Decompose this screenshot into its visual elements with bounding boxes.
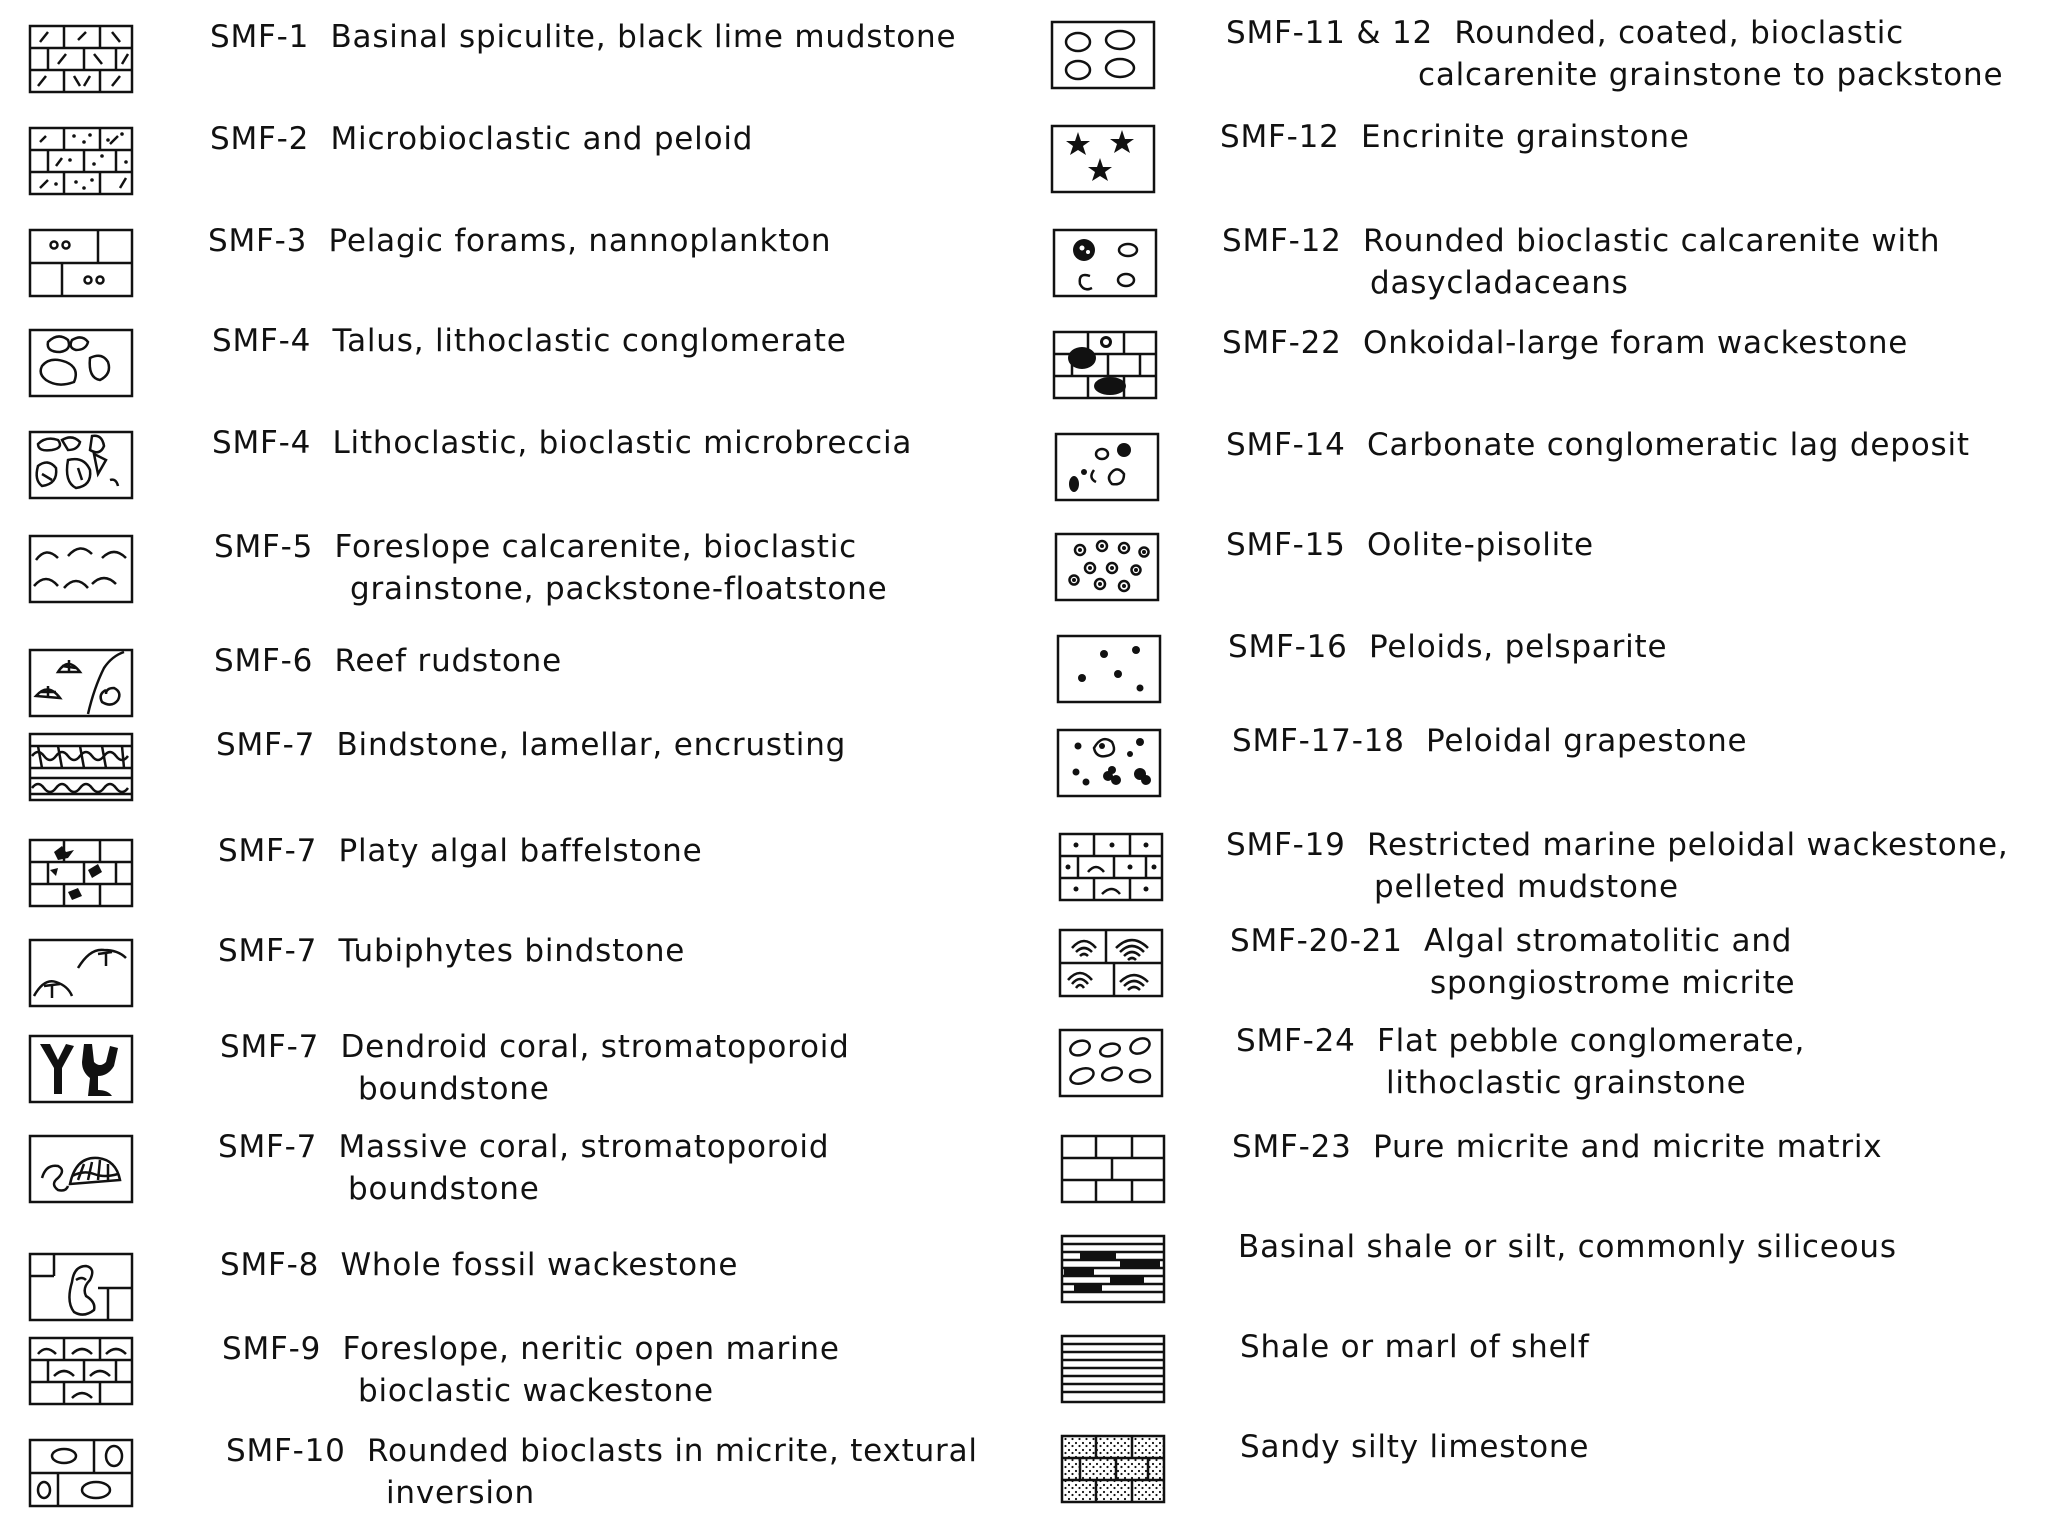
algal-baffle-icon <box>28 838 134 908</box>
smf-code: SMF-4 <box>212 425 312 461</box>
encrinite-star-icon <box>1050 124 1156 194</box>
reef-rudstone-icon <box>28 648 134 718</box>
facies-description: Platy algal baffelstone <box>338 833 703 869</box>
facies-description: Lithoclastic, bioclastic microbreccia <box>332 425 913 461</box>
pelagic-forams-icon <box>28 228 134 298</box>
basinal-shale-icon <box>1060 1234 1166 1304</box>
facies-description: Dendroid coral, stromatoporoid <box>340 1029 850 1065</box>
whole-fossil-icon <box>28 1252 134 1322</box>
spiculite-brick-icon <box>28 24 134 94</box>
smf-code: SMF-7 <box>218 933 318 969</box>
facies-description: Rounded bioclasts in micrite, textural <box>367 1433 978 1469</box>
facies-description-line2: dasycladaceans <box>1370 265 1629 301</box>
facies-description-line2: lithoclastic grainstone <box>1386 1065 1747 1101</box>
microbioclastic-brick-icon <box>28 126 134 196</box>
bioclastic-wackestone-icon <box>28 1336 134 1406</box>
foreslope-arcs-icon <box>28 534 134 604</box>
facies-description: Rounded, coated, bioclastic <box>1454 15 1904 51</box>
facies-description: Carbonate conglomeratic lag deposit <box>1367 427 1970 463</box>
smf-code: SMF-15 <box>1226 527 1346 563</box>
stromatolite-icon <box>1058 928 1164 998</box>
talus-conglomerate-icon <box>28 328 134 398</box>
facies-description: Pelagic forams, nannoplankton <box>328 223 832 259</box>
microbreccia-icon <box>28 430 134 500</box>
dendroid-coral-icon <box>28 1034 134 1104</box>
facies-description: Restricted marine peloidal wackestone, <box>1367 827 2009 863</box>
facies-description: Reef rudstone <box>334 643 563 679</box>
smf-code: SMF-7 <box>218 833 318 869</box>
facies-description: Massive coral, stromatoporoid <box>338 1129 830 1165</box>
smf-code: SMF-10 <box>226 1433 346 1469</box>
facies-description: Basinal shale or silt, commonly siliceous <box>1238 1229 1897 1265</box>
grapestone-icon <box>1056 728 1162 798</box>
oolite-icon <box>1054 532 1160 602</box>
smf-code: SMF-3 <box>208 223 308 259</box>
facies-description-line2: spongiostrome micrite <box>1430 965 1796 1001</box>
facies-description: Basinal spiculite, black lime mudstone <box>330 19 957 55</box>
facies-description: Encrinite grainstone <box>1361 119 1690 155</box>
smf-code: SMF-7 <box>220 1029 320 1065</box>
facies-description: Talus, lithoclastic conglomerate <box>332 323 847 359</box>
smf-code: SMF-6 <box>214 643 314 679</box>
smf-code: SMF-9 <box>222 1331 322 1367</box>
facies-description: Peloidal grapestone <box>1426 723 1748 759</box>
pure-micrite-brick-icon <box>1060 1134 1166 1204</box>
smf-code: SMF-22 <box>1222 325 1342 361</box>
facies-description: Peloids, pelsparite <box>1369 629 1668 665</box>
smf-code: SMF-12 <box>1222 223 1342 259</box>
facies-description: Shale or marl of shelf <box>1240 1329 1590 1365</box>
smf-code: SMF-16 <box>1228 629 1348 665</box>
massive-coral-icon <box>28 1134 134 1204</box>
smf-code: SMF-11 & 12 <box>1226 15 1434 51</box>
shelf-shale-icon <box>1060 1334 1166 1404</box>
dasycladacean-icon <box>1052 228 1158 298</box>
smf-code: SMF-14 <box>1226 427 1346 463</box>
facies-description: Foreslope, neritic open marine <box>342 1331 840 1367</box>
peloid-dots-icon <box>1056 634 1162 704</box>
facies-description: Flat pebble conglomerate, <box>1377 1023 1806 1059</box>
smf-code: SMF-7 <box>218 1129 318 1165</box>
facies-description: Onkoidal-large foram wackestone <box>1363 325 1909 361</box>
smf-code: SMF-4 <box>212 323 312 359</box>
facies-description: Bindstone, lamellar, encrusting <box>336 727 847 763</box>
smf-code: SMF-5 <box>214 529 314 565</box>
facies-description: Whole fossil wackestone <box>340 1247 739 1283</box>
smf-code: SMF-12 <box>1220 119 1340 155</box>
facies-description: Tubiphytes bindstone <box>338 933 686 969</box>
sandy-limestone-icon <box>1060 1434 1166 1504</box>
flat-pebble-icon <box>1058 1028 1164 1098</box>
peloidal-wackestone-icon <box>1058 832 1164 902</box>
smf-code: SMF-8 <box>220 1247 320 1283</box>
facies-description-line2: bioclastic wackestone <box>358 1373 714 1409</box>
rounded-bioclasts-icon <box>28 1438 134 1508</box>
smf-code: SMF-2 <box>210 121 310 157</box>
smf-code: SMF-19 <box>1226 827 1346 863</box>
facies-description-line2: inversion <box>386 1475 536 1511</box>
smf-code: SMF-23 <box>1232 1129 1352 1165</box>
facies-description: Sandy silty limestone <box>1240 1429 1590 1465</box>
smf-code: SMF-20-21 <box>1230 923 1403 959</box>
facies-description: Rounded bioclastic calcarenite with <box>1363 223 1941 259</box>
coated-grains-icon <box>1050 20 1156 90</box>
facies-description: Microbioclastic and peloid <box>330 121 754 157</box>
facies-description-line2: boundstone <box>358 1071 550 1107</box>
smf-code: SMF-7 <box>216 727 316 763</box>
bindstone-lamellar-icon <box>28 732 134 802</box>
facies-description: Oolite-pisolite <box>1367 527 1594 563</box>
facies-description: Pure micrite and micrite matrix <box>1373 1129 1883 1165</box>
facies-description-line2: pelleted mudstone <box>1374 869 1679 905</box>
facies-description: Foreslope calcarenite, bioclastic <box>334 529 857 565</box>
facies-description-line2: boundstone <box>348 1171 540 1207</box>
smf-code: SMF-24 <box>1236 1023 1356 1059</box>
facies-description-line2: calcarenite grainstone to packstone <box>1418 57 2004 93</box>
tubiphytes-icon <box>28 938 134 1008</box>
facies-description-line2: grainstone, packstone-floatstone <box>350 571 888 607</box>
smf-code: SMF-1 <box>210 19 310 55</box>
smf-code: SMF-17-18 <box>1232 723 1405 759</box>
lag-deposit-icon <box>1054 432 1160 502</box>
facies-description: Algal stromatolitic and <box>1424 923 1793 959</box>
onkoid-brick-icon <box>1052 330 1158 400</box>
